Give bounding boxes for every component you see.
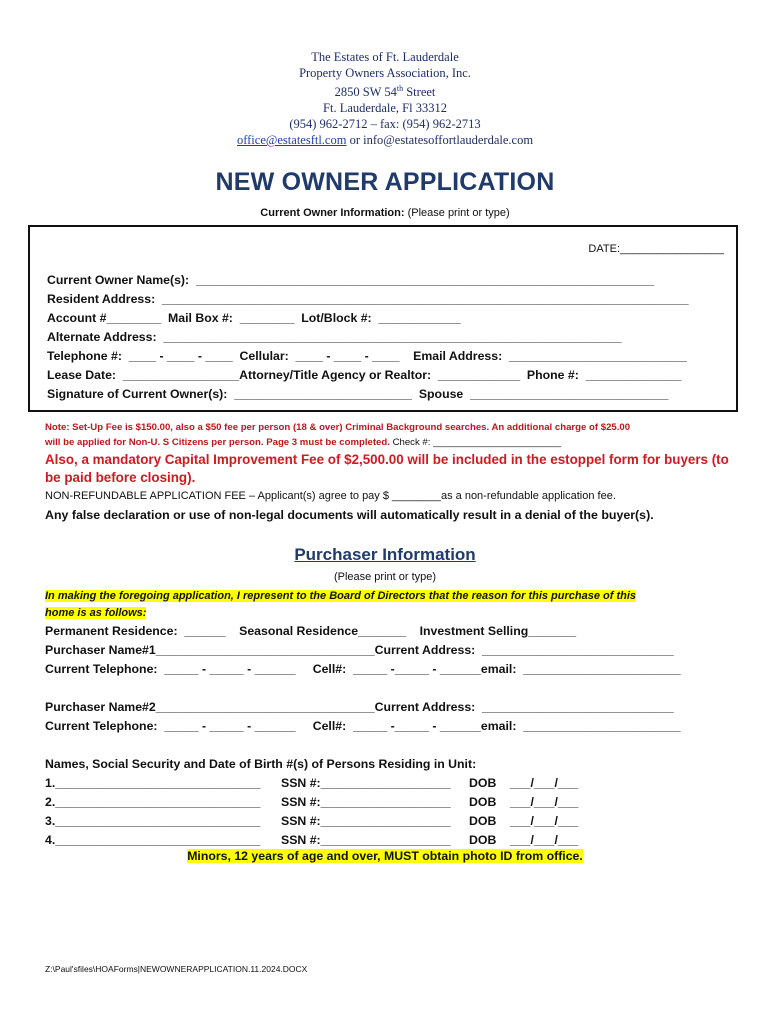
- purchaser-1-phone-email-field[interactable]: Current Telephone: _____ - _____ - ______ Cell#: _____ -_____ - ______email: _______________________: [45, 662, 681, 676]
- purchase-purpose-statement: [45, 588, 735, 622]
- street-ordinal: th: [396, 84, 404, 93]
- purchaser-1-fields: [45, 622, 681, 679]
- current-owner-name-field[interactable]: Current Owner Name(s): ___________________________________________________________________: [47, 273, 655, 287]
- person-name-field[interactable]: 4.______________________________: [45, 833, 261, 847]
- print-instruction: (Please print or type): [404, 207, 510, 219]
- person-ssn-field[interactable]: SSN #:___________________: [281, 776, 451, 790]
- persons-residing-heading: Names, Social Security and Date of Birth #(s) of Persons Residing in Unit:: [45, 757, 477, 771]
- person-ssn-field[interactable]: SSN #:___________________: [281, 833, 451, 847]
- person-ssn-field[interactable]: SSN #:___________________: [281, 814, 451, 828]
- purpose-line2: home is as follows:: [45, 607, 147, 619]
- fee-note: [45, 420, 735, 450]
- purchaser-print-instruction: (Please print or type): [333, 571, 437, 583]
- street-suffix: Street: [403, 85, 436, 100]
- alternate-address-field[interactable]: Alternate Address: ___________________________________________________________________: [47, 330, 622, 344]
- purchaser-2-fields: [45, 698, 681, 736]
- street-address: [0, 81, 770, 100]
- lease-attorney-phone-field[interactable]: Lease Date: _________________Attorney/Title Agency or Realtor: ____________ Phone #: ______________: [47, 368, 682, 382]
- association-name: The Estates of Ft. Lauderdale: [311, 50, 459, 64]
- signature-spouse-field[interactable]: Signature of Current Owner(s): __________________________ Spouse _____________________________: [47, 387, 669, 401]
- minors-photo-id-notice: [0, 849, 770, 863]
- association-header: [0, 49, 770, 148]
- person-row: [45, 793, 579, 812]
- nonrefundable-fee: NON-REFUNDABLE APPLICATION FEE – Applicant(s) agree to pay $ ________as a non-refundable application fee.: [45, 490, 616, 502]
- purpose-line1: In making the foregoing application, I represent to the Board of Directors that the reason for this purchase of this: [45, 590, 637, 602]
- date-field[interactable]: DATE:_________________: [588, 243, 724, 255]
- file-path-footer: Z:\Paul'sfiles\HOAForms|NEWOWNERAPPLICATION.11.2024.DOCX: [45, 964, 308, 974]
- false-declaration-warning: Any false declaration or use of non-legal documents will automatically result in a denial of the buyer(s).: [45, 508, 654, 522]
- account-mailbox-lot-field[interactable]: Account #________ Mail Box #: ________ Lot/Block #: ____________: [47, 311, 461, 325]
- purchaser-1-name-address-field[interactable]: Purchaser Name#1________________________________Current Address: ____________________________: [45, 643, 674, 657]
- email-line: [0, 132, 770, 148]
- person-ssn-field[interactable]: SSN #:___________________: [281, 795, 451, 809]
- info-email: info@estatesoffortlauderdale.com: [363, 133, 534, 148]
- person-row: [45, 831, 579, 850]
- current-owner-box: [28, 225, 738, 412]
- person-dob-field[interactable]: DOB ___/___/___: [469, 814, 579, 828]
- page-title: NEW OWNER APPLICATION: [215, 168, 555, 196]
- person-row: [45, 812, 579, 831]
- minors-notice-text: Minors, 12 years of age and over, MUST obtain photo ID from office.: [187, 849, 583, 863]
- email-separator: or: [346, 133, 364, 148]
- telephone-cellular-email-field[interactable]: Telephone #: ____ - ____ - ____ Cellular: ____ - ____ - ____ Email Address: __________________________: [47, 349, 687, 363]
- current-owner-heading: Current Owner Information:: [260, 207, 405, 219]
- person-row: [45, 774, 579, 793]
- phone-fax: (954) 962-2712 – fax: (954) 962-2713: [289, 117, 481, 132]
- office-email-link[interactable]: office@estatesftl.com: [236, 133, 347, 148]
- purchaser-section-title: Purchaser Information: [294, 545, 476, 564]
- fee-note-line1: Note: Set-Up Fee is $150.00, also a $50 fee per person (18 & over) Criminal Background searches. An additional charge of $25.00: [45, 422, 631, 433]
- persons-residing-section: [45, 755, 579, 850]
- check-number-field[interactable]: Check #: ________________________: [389, 437, 562, 448]
- person-name-field[interactable]: 2.______________________________: [45, 795, 261, 809]
- person-dob-field[interactable]: DOB ___/___/___: [469, 795, 579, 809]
- fee-note-text: will be applied for Non-U. S Citizens per person. Page 3 must be completed.: [45, 437, 390, 448]
- purchaser-2-name-address-field[interactable]: Purchaser Name#2________________________________Current Address: ____________________________: [45, 700, 674, 714]
- residence-type-field[interactable]: Permanent Residence: ______ Seasonal Residence_______ Investment Selling_______: [45, 624, 577, 638]
- current-owner-fields: [47, 271, 689, 404]
- resident-address-field[interactable]: Resident Address: _____________________________________________________________________________: [47, 292, 689, 306]
- street-number: 2850 SW 54: [334, 85, 397, 100]
- purchaser-2-phone-email-field[interactable]: Current Telephone: _____ - _____ - ______ Cell#: _____ -_____ - ______email: _______________________: [45, 719, 681, 733]
- fee-note-line2: [45, 435, 735, 450]
- capital-improvement-fee: Also, a mandatory Capital Improvement Fee of $2,500.00 will be included in the estoppel form for buyers (to be paid before closing).: [45, 452, 729, 485]
- current-owner-subtitle: [0, 207, 770, 219]
- person-name-field[interactable]: 3.______________________________: [45, 814, 261, 828]
- person-dob-field[interactable]: DOB ___/___/___: [469, 833, 579, 847]
- association-type: Property Owners Association, Inc.: [299, 66, 471, 80]
- city-state-zip: Ft. Lauderdale, Fl 33312: [323, 101, 447, 116]
- person-name-field[interactable]: 1.______________________________: [45, 776, 261, 790]
- person-dob-field[interactable]: DOB ___/___/___: [469, 776, 579, 790]
